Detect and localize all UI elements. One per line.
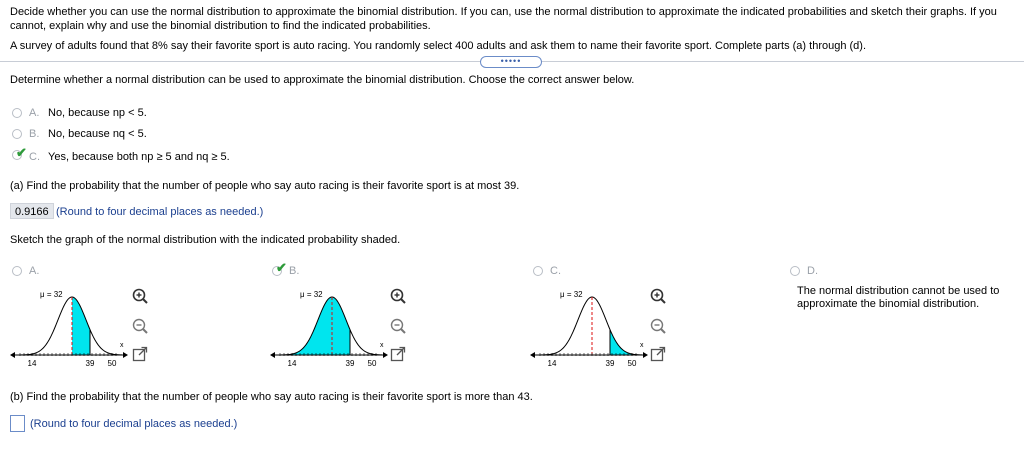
x-axis-label: x (640, 342, 644, 349)
expand-icon[interactable] (390, 346, 406, 362)
tick-label-39: 39 (345, 359, 355, 368)
tick-label-14: 14 (27, 359, 37, 368)
problem-statement: A survey of adults found that 8% say their favorite sport is auto racing. You randomly select 400 adults and ask them to name their favorite sport. Complete parts (a) through (d). (10, 40, 867, 52)
part-b-hint: (Round to four decimal places as needed.) (30, 418, 238, 430)
option-a-text: No, because np < 5. (48, 107, 147, 119)
zoom-out-icon[interactable] (650, 318, 666, 334)
tick-label-39: 39 (85, 359, 95, 368)
axis-arrow-right (123, 352, 128, 358)
tick-label-50: 50 (627, 359, 637, 368)
zoom-in-icon[interactable] (132, 288, 148, 304)
option-a-radio[interactable] (12, 108, 22, 118)
part-a-answer-field[interactable]: 0.9166 (10, 203, 54, 219)
graph-b (270, 285, 388, 371)
part-a-prompt: (a) Find the probability that the number of people who say auto racing is their favorite sport is at most 39. (10, 180, 520, 192)
option-b-text: No, because nq < 5. (48, 128, 147, 140)
normal-curve (536, 297, 642, 355)
x-axis-label: x (380, 342, 384, 349)
mu-label: μ = 32 (40, 290, 63, 299)
show-more-button[interactable]: ••••• (480, 56, 542, 68)
graph-b-letter: B. (289, 265, 300, 277)
normal-curve (16, 297, 122, 355)
zoom-out-icon[interactable] (132, 318, 148, 334)
tick-label-50: 50 (107, 359, 117, 368)
option-c-letter: C. (29, 151, 40, 163)
axis-arrow-right (383, 352, 388, 358)
graph-d-text-line1: The normal distribution cannot be used to (797, 285, 1000, 297)
shaded-region (278, 297, 350, 355)
graph-a (10, 285, 128, 371)
part-b-prompt: (b) Find the probability that the number of people who say auto racing is their favorite sport is more than 43. (10, 391, 533, 403)
check-icon: ✔ (16, 145, 27, 160)
option-b-letter: B. (29, 128, 40, 140)
x-axis-label: x (120, 342, 124, 349)
zoom-in-icon[interactable] (390, 288, 406, 304)
graph-d-text-line2: approximate the binomial distribution. (797, 298, 980, 310)
axis-arrow-right (643, 352, 648, 358)
mu-label: μ = 32 (300, 290, 323, 299)
graph-d-radio[interactable] (790, 266, 800, 276)
tick-label-50: 50 (367, 359, 377, 368)
sketch-prompt: Sketch the graph of the normal distribution with the indicated probability shaded. (10, 234, 401, 246)
graph-d-letter: D. (807, 265, 818, 277)
option-b-radio[interactable] (12, 129, 22, 139)
option-a-letter: A. (29, 107, 40, 119)
part-a-hint: (Round to four decimal places as needed.) (56, 206, 264, 218)
tick-label-14: 14 (287, 359, 297, 368)
zoom-in-icon[interactable] (650, 288, 666, 304)
option-c-text: Yes, because both np ≥ 5 and nq ≥ 5. (48, 151, 230, 163)
axis-arrow-left (530, 352, 535, 358)
instructions-text: Decide whether you can use the normal distribution to approximate the binomial distribution. If you can, use the normal distribution to approximate the indicated probabilities and sketch their graphs. If you cannot, explain why and use the binomial distribution to find the indicated probabilities. (10, 6, 997, 32)
shaded-region (72, 297, 90, 355)
check-icon: ✔ (276, 260, 287, 275)
tick-label-14: 14 (547, 359, 557, 368)
graph-a-letter: A. (29, 265, 40, 277)
mu-label: μ = 32 (560, 290, 583, 299)
graph-c-letter: C. (550, 265, 561, 277)
axis-arrow-left (270, 352, 275, 358)
axis-arrow-left (10, 352, 15, 358)
tick-label-39: 39 (605, 359, 615, 368)
graph-c (530, 285, 648, 371)
graph-c-radio[interactable] (533, 266, 543, 276)
graph-a-radio[interactable] (12, 266, 22, 276)
part-b-answer-field[interactable] (10, 415, 25, 432)
expand-icon[interactable] (650, 346, 666, 362)
question1-prompt: Determine whether a normal distribution can be used to approximate the binomial distribution. Choose the correct answer below. (10, 74, 635, 86)
expand-icon[interactable] (132, 346, 148, 362)
zoom-out-icon[interactable] (390, 318, 406, 334)
